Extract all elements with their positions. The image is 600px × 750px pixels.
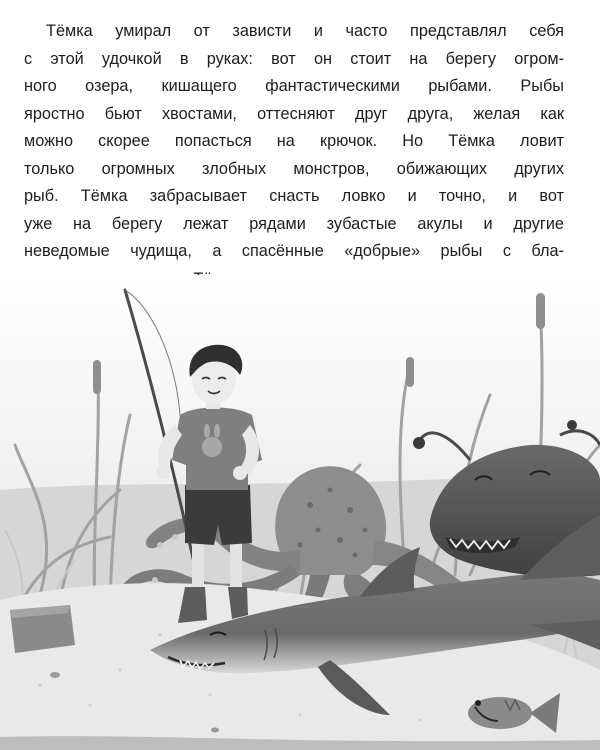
story-line: яростно бьют хвостами, оттесняют друг друга, желая как [24,104,564,123]
story-paragraph [24,18,564,293]
story-line: с этой удочкой в руках: вот он стоит на берегу огром- [24,49,564,68]
story-line: Тёмка умирал от зависти и часто представлял себя [46,22,564,40]
story-line: рыб. Тёмка забрасывает снасть ловко и точно, и вот [24,187,564,205]
wooden-stump [10,605,75,653]
story-line: ного озера, кишащего фантастическими рыбами. Рыбы [24,77,564,95]
fishing-illustration [0,275,600,750]
story-line: уже на берегу лежат рядами зубастые акулы и другие [24,214,564,233]
story-line: неведомые чудища, а спасённые «добрые» рыбы с бла- [24,242,564,260]
story-line: только огромных злобных монстров, обижающих других [24,159,564,178]
story-line: можно скорее попасться на крючок. Но Тёмка ловит [24,132,564,150]
